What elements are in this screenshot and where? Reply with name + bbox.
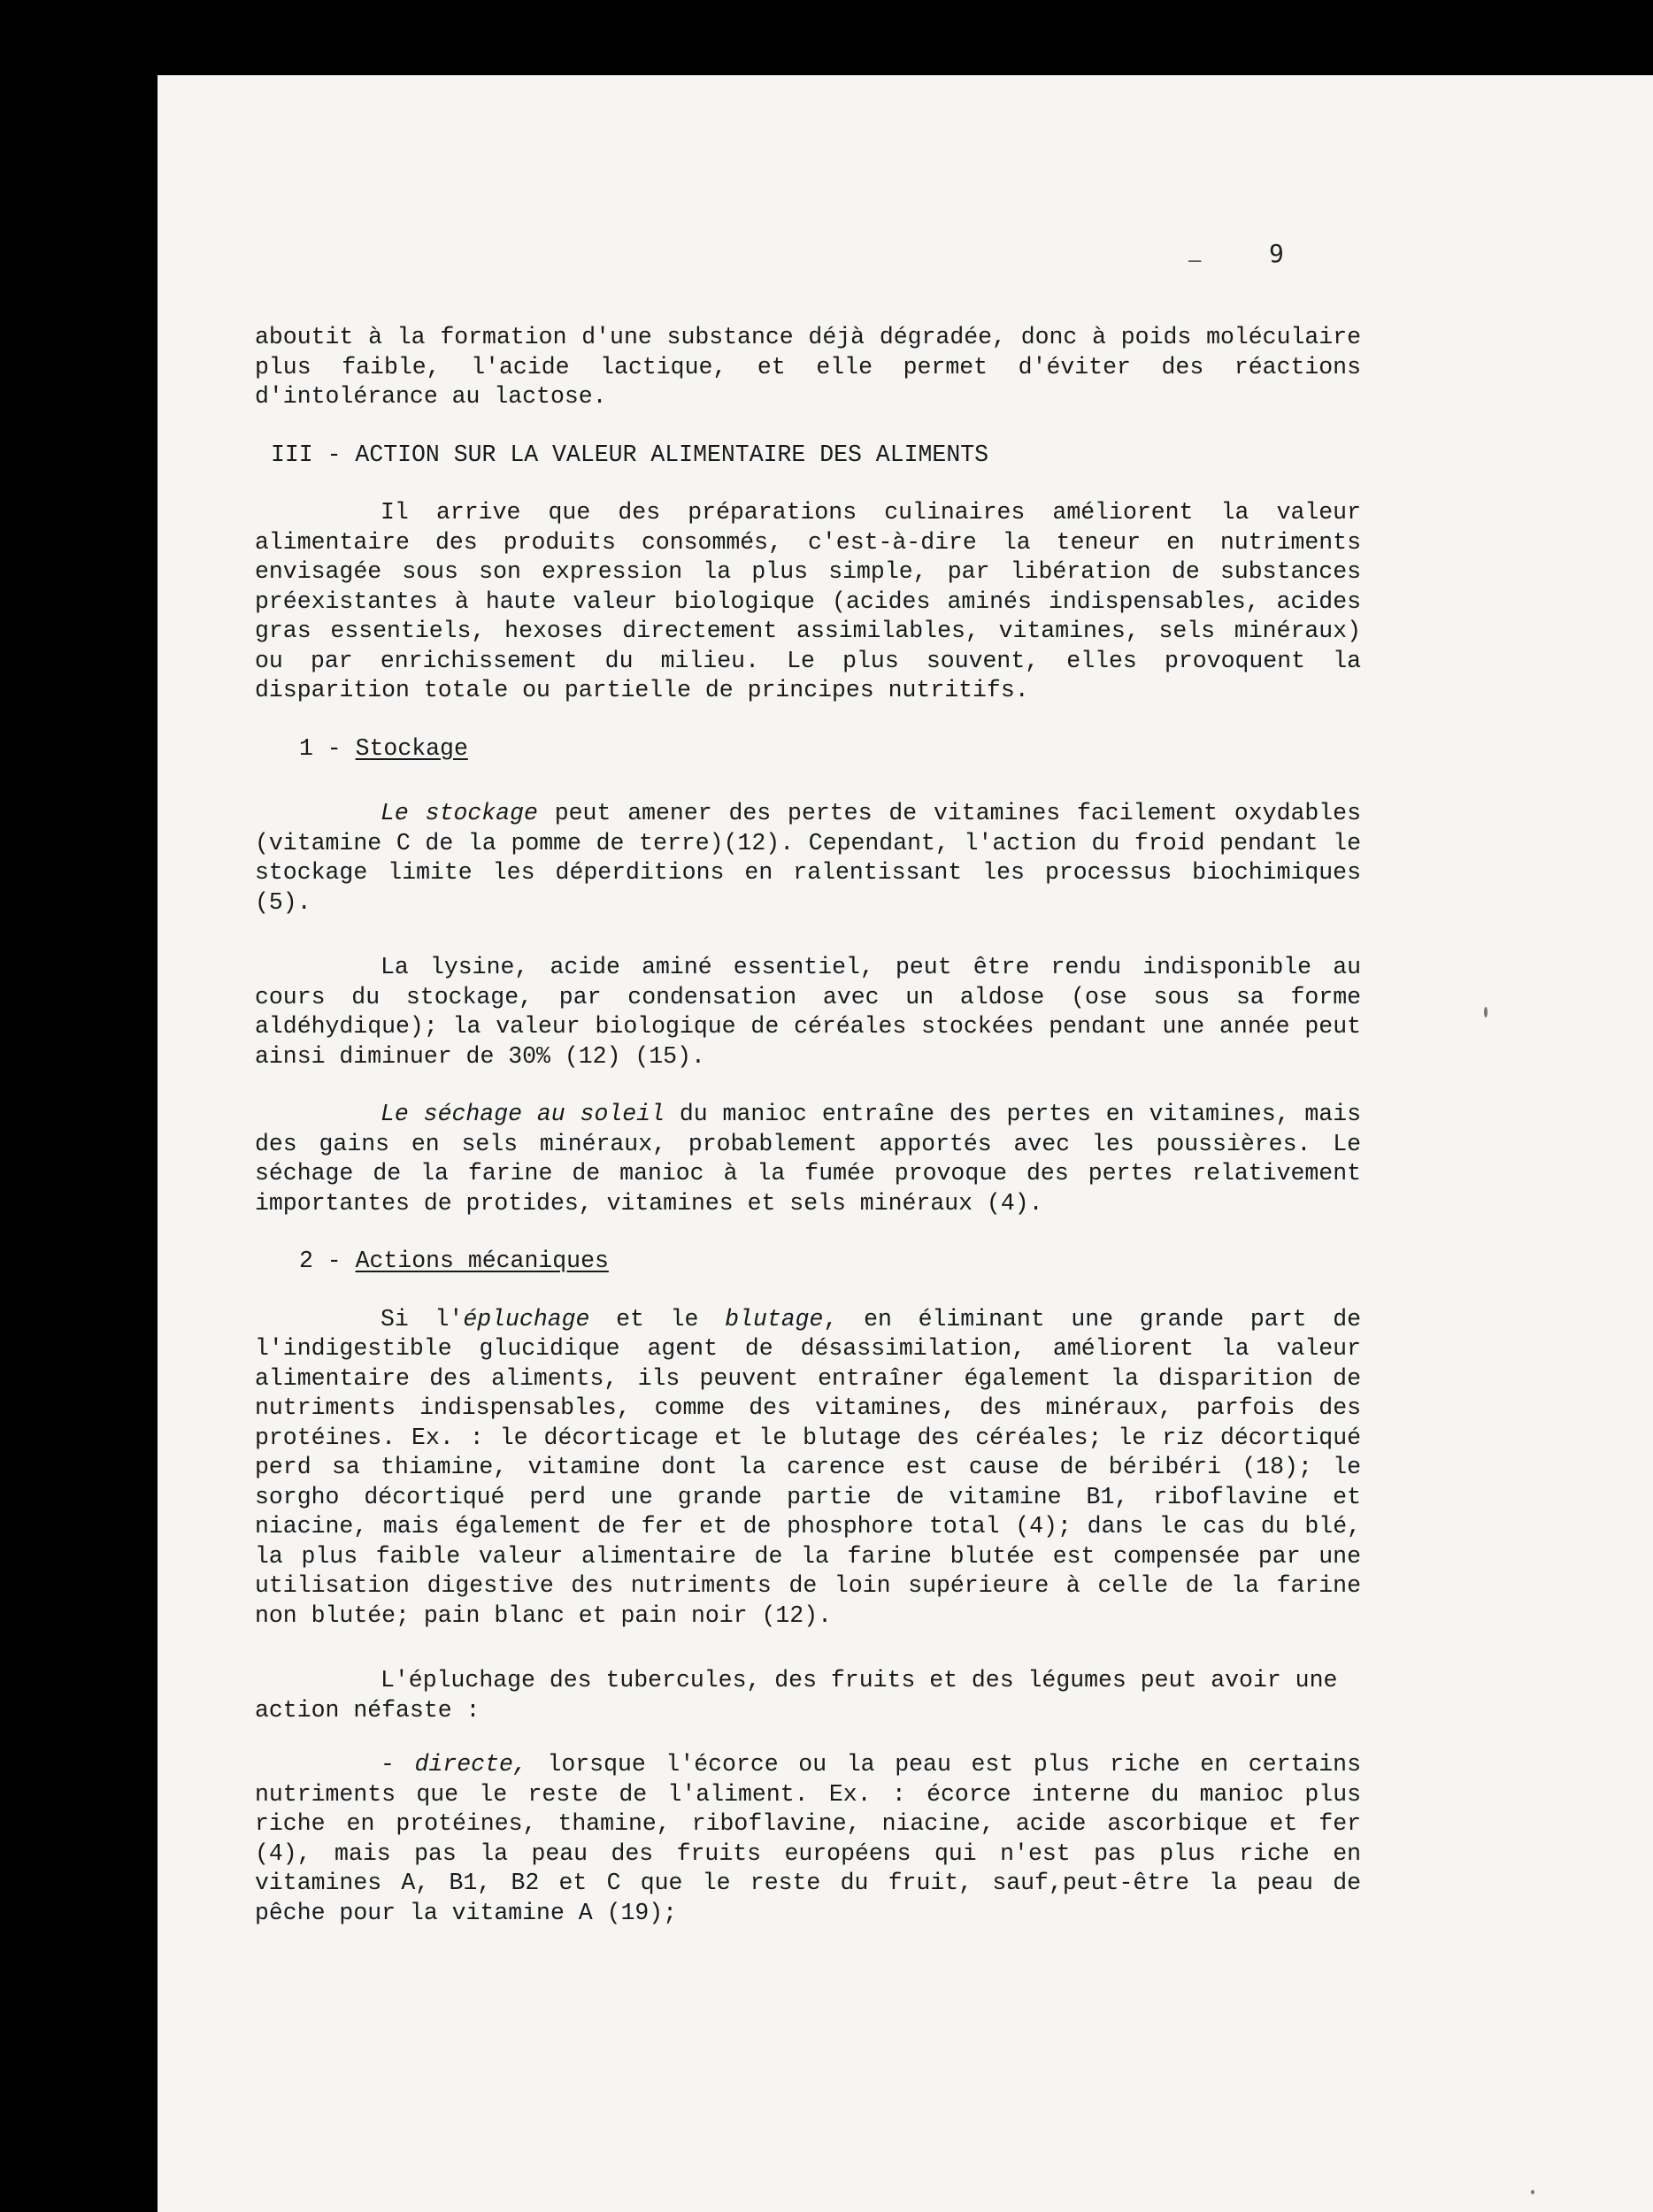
italic-term: Le stockage [381,800,538,826]
subheading-title: Actions mécaniques [355,1248,609,1274]
paragraph-lysine: La lysine, acide aminé essentiel, peut être rendu indisponible au cours du stockage, par condensation avec un aldose (ose sous sa forme aldéhydique); la valeur biologique de céréales stockées pendant une année peut ainsi diminuer de 30% (12) (15). [255,954,1361,1070]
paragraph-intro: Il arrive que des préparations culinaires améliorent la valeur alimentaire des produits consommés, c'est-à-dire la teneur en nutriments envisagée sous son expression la plus simple, par libération de substances préexistantes à haute valeur biologique (acides aminés indispensables, acides gras essentiels, hexoses directement assimilables, vitamines, sels minéraux) ou par enrichissement du milieu. Le plus souvent, elles provoquent la disparition totale ou partielle de principes nutritifs. [255,499,1361,703]
paragraph-sechage: Le séchage au soleil du manioc entraîne des pertes en vitamines, mais des gains en sels minéraux, probablement apportés avec les poussières. Le séchage de la farine de manioc à la fumée provoque des pertes relativement importantes de protides, vitamines et sels minéraux (4). [255,1101,1361,1217]
section-heading: III - ACTION SUR LA VALEUR ALIMENTAIRE DES ALIMENTS [271,441,989,468]
italic-term: blutage [725,1305,824,1333]
italic-term: épluchage [463,1305,590,1333]
paragraph-stockage: Le stockage peut amener des pertes de vitamines facilement oxydables (vitamine C de la pomme de terre)(12). Cependant, l'action du froid pendant le stockage limite les déperditions en ralentissant les processus biochimiques (5). [255,800,1361,916]
subheading-number: 2 - [299,1248,356,1274]
italic-term: directe, [414,1751,527,1778]
paper-speck [1531,2190,1534,2194]
paragraph-action-directe: - directe, lorsque l'écorce ou la peau est plus riche en certains nutriments que le reste de l'aliment. Ex. : écorce interne du manioc plus riche en protéines, thamine, riboflavine, niacine, acide ascorbique et fer (4), mais pas la peau des fruits européens qui n'est pas plus riche en vitamines A, B1, B2 et C que le reste du fruit, sauf,peut-être la peau de pêche pour la vitamine A (19); [255,1751,1361,1926]
paragraph-epluchage-tubercules: L'épluchage des tubercules, des fruits et des légumes peut avoir une action néfaste : [255,1667,1338,1724]
paper-speck [1484,1007,1488,1018]
corner-mark: – [1188,248,1202,273]
subheading-actions-mecaniques [299,1247,1361,1277]
document-body [255,323,1361,1928]
page-number: 9 [1269,239,1284,268]
subheading-title: Stockage [355,734,468,762]
paragraph-epluchage-blutage: Si l'épluchage et le blutage, en éliminant une grande part de l'indigestible glucidique agent de désassimilation, améliorent la valeur alimentaire des aliments, ils peuvent entraîner également la disparition de nutriments indispensables, comme des vitamines, des minéraux, parfois des protéines. Ex. : le décorticage et le blutage des céréales; le riz décortiqué perd sa thiamine, vitamine dont la carence est cause de béribéri (18); le sorgho décortiqué perd une grande partie de vitamine B1, riboflavine et niacine, mais également de fer et de phosphore total (4); dans le cas du blé, la plus faible valeur alimentaire de la farine blutée est compensée par une utilisation digestive des nutriments de loin supérieure à celle de la farine non blutée; pain blanc et pain noir (12). [255,1305,1361,1629]
subheading-stockage [299,734,1361,764]
subheading-number: 1 - [299,734,356,762]
italic-term: Le séchage au soleil [381,1101,665,1127]
paragraph-continuation: aboutit à la formation d'une substance déjà dégradée, donc à poids moléculaire plus faible, l'acide lactique, et elle permet d'éviter des réactions d'intolérance au lactose. [255,324,1361,410]
